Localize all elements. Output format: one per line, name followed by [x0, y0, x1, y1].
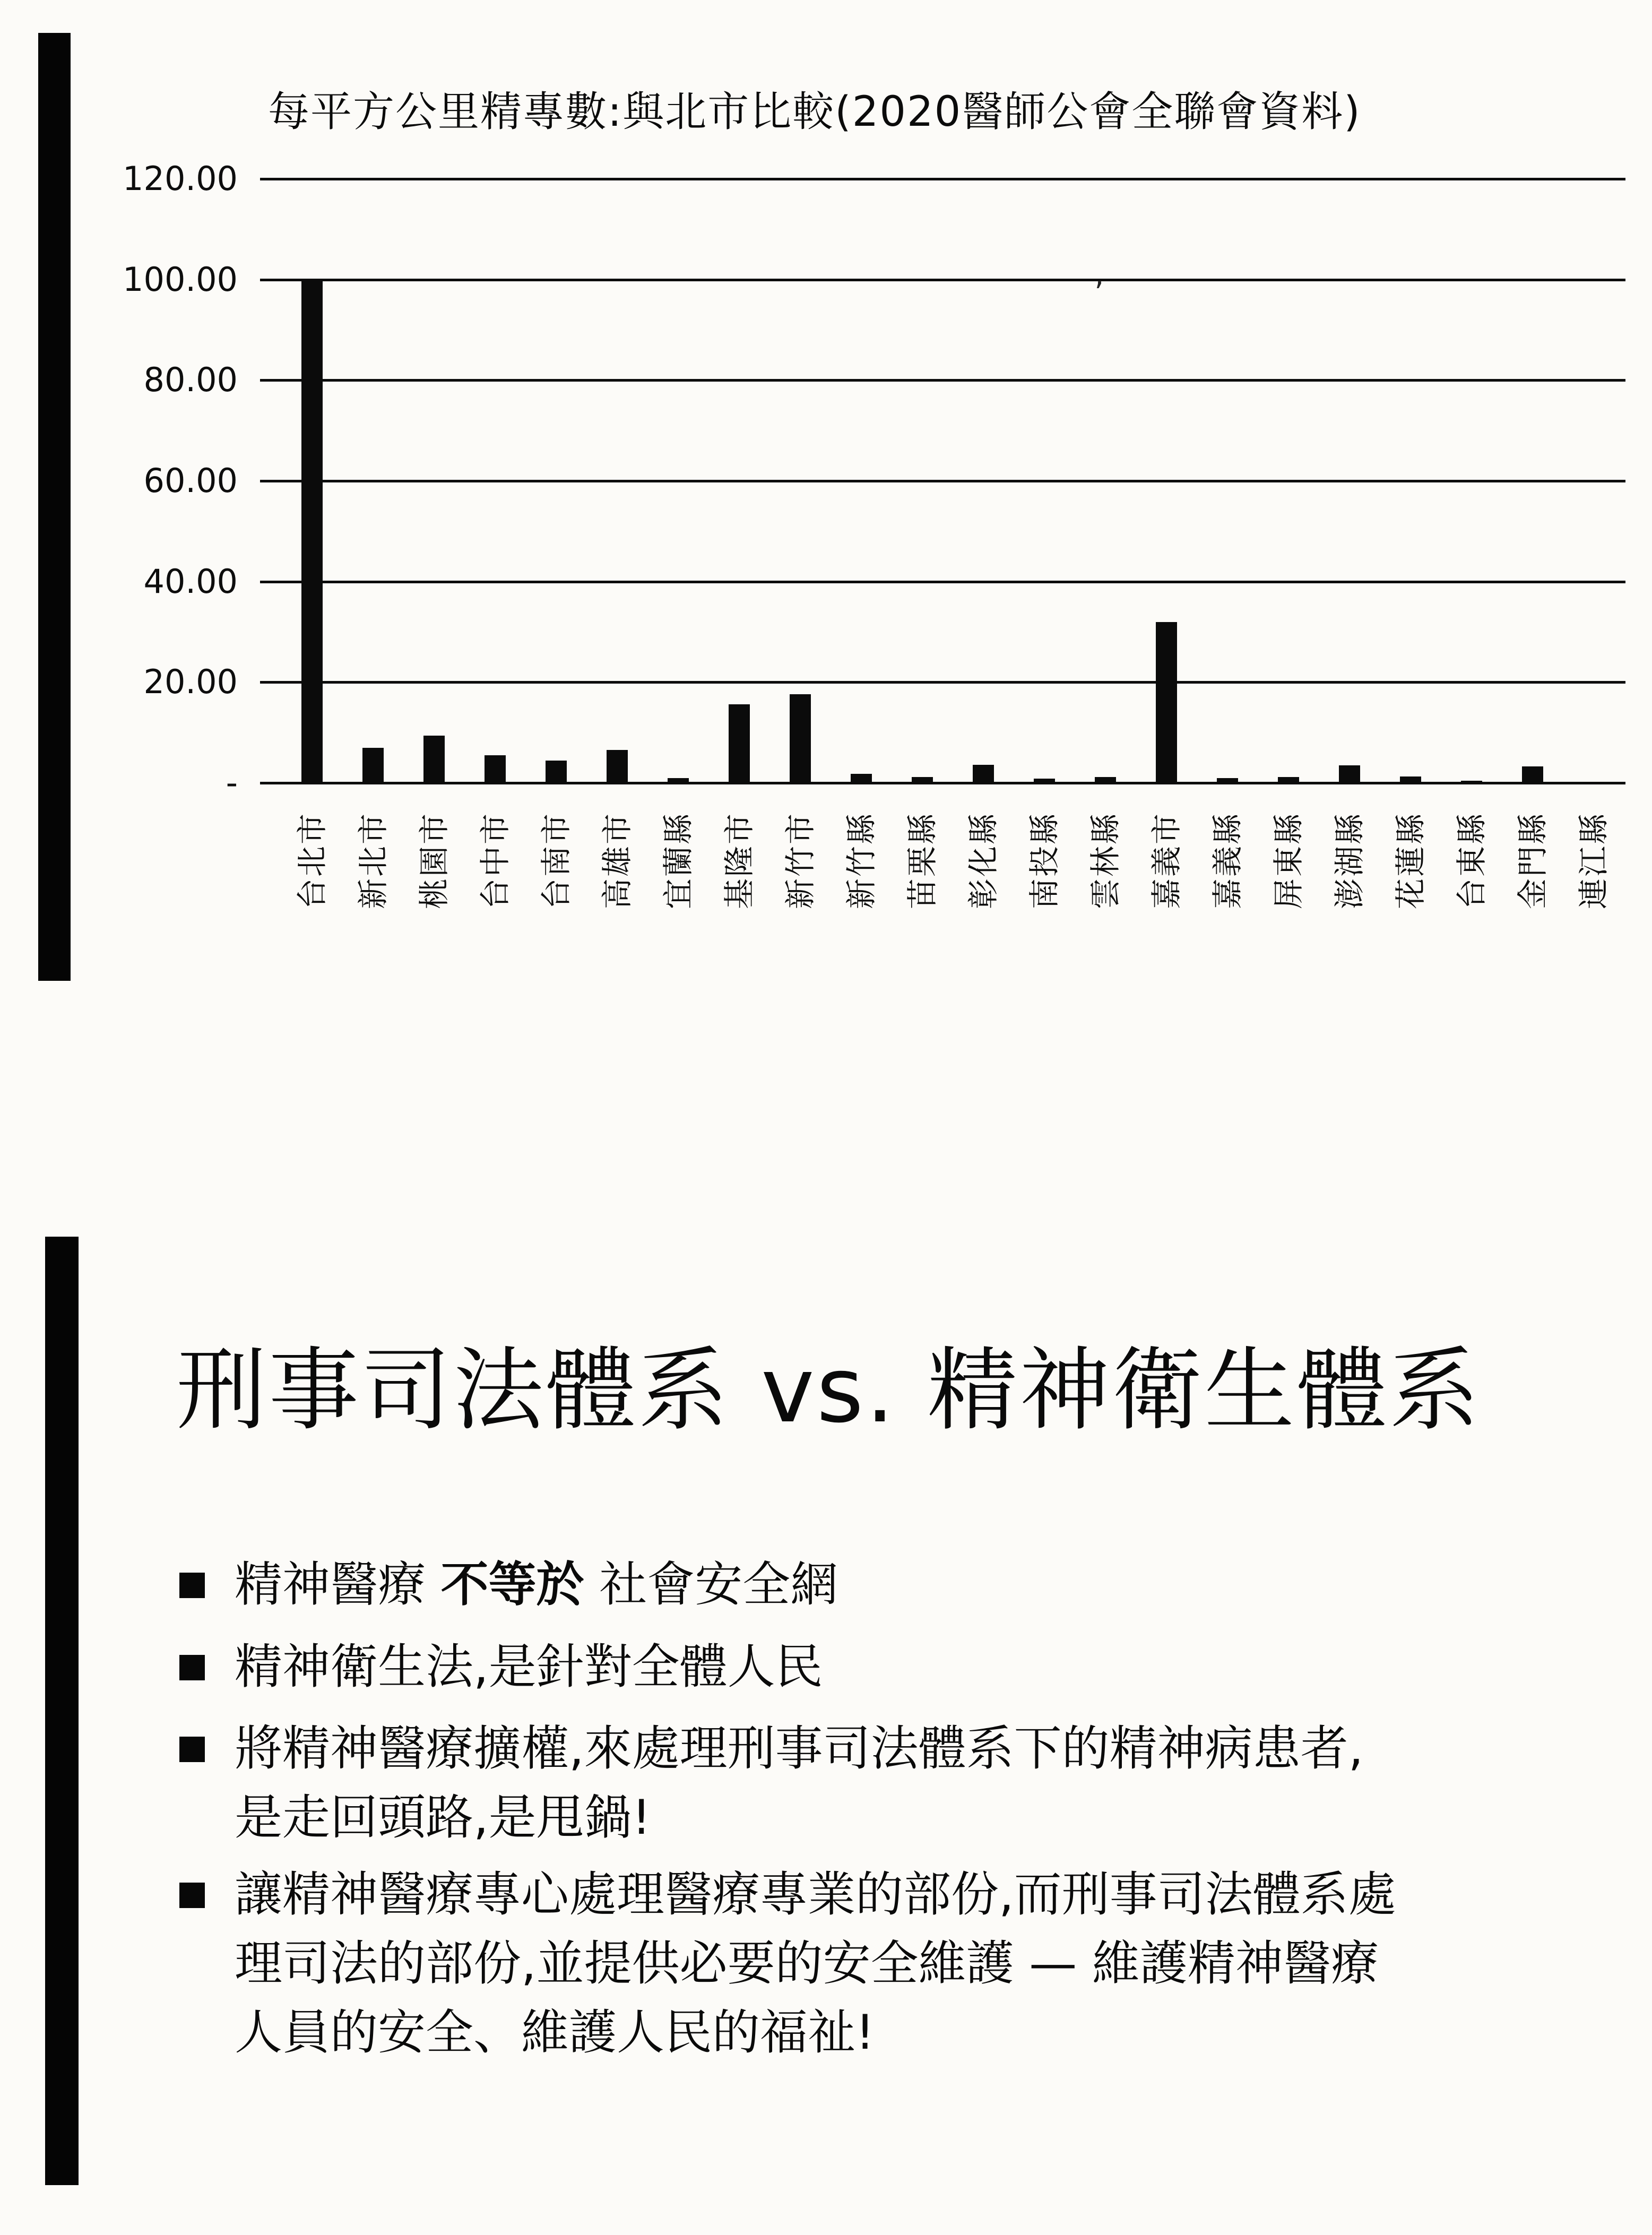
x-axis-category-label: 宜蘭縣 [660, 812, 696, 910]
x-axis-category-label: 花蓮縣 [1392, 812, 1429, 910]
x-axis-category-label: 澎湖縣 [1331, 812, 1368, 910]
y-axis-tick-label: 40.00 [143, 562, 238, 601]
bar [1339, 765, 1360, 783]
slide2-title: 刑事司法體系 vs. 精神衛生體系 [176, 1338, 1482, 1443]
x-axis-category-label: 苗栗縣 [904, 812, 940, 910]
bar [973, 765, 994, 783]
slide1-edge-strip [38, 33, 71, 981]
gridline [260, 480, 1625, 482]
bar [851, 774, 872, 783]
x-axis-category-label: 南投縣 [1026, 812, 1062, 910]
x-axis-category-label: 新竹縣 [843, 812, 879, 910]
x-axis-category-label: 台東縣 [1453, 812, 1490, 910]
bullet-text-line: 精神醫療 不等於 社會安全網 [235, 1557, 838, 1612]
bullet-text [235, 1550, 1576, 1619]
bar [1400, 776, 1421, 783]
bar [1217, 778, 1238, 783]
x-axis-category-label: 台南市 [538, 812, 574, 910]
bullet-item [175, 1714, 1576, 1852]
gridline [260, 279, 1625, 281]
y-axis-tick-label: - [226, 763, 238, 802]
x-axis-category-label: 嘉義縣 [1209, 812, 1246, 910]
x-axis-category-label: 雲林縣 [1087, 812, 1123, 910]
gridline [260, 178, 1625, 180]
bullet-square-icon [179, 1573, 205, 1598]
scan-artifact-mark: ’ [1094, 276, 1104, 310]
bullet-text [235, 1633, 1576, 1702]
bar [912, 777, 933, 783]
bar [607, 750, 628, 783]
bullet-square-icon [179, 1655, 205, 1680]
bar [1583, 782, 1604, 783]
y-axis-tick-label: 120.00 [123, 159, 238, 199]
bar [1156, 622, 1177, 783]
x-axis-category-label: 基隆市 [721, 812, 757, 910]
y-axis-tick-label: 80.00 [143, 360, 238, 400]
x-axis-category-label: 嘉義市 [1148, 812, 1184, 910]
x-axis-category-label: 連江縣 [1575, 812, 1612, 910]
gridline [260, 379, 1625, 382]
bullet-item [175, 1860, 1576, 2067]
x-axis-category-label: 台北市 [293, 812, 330, 910]
bullet-item [175, 1550, 1576, 1619]
y-axis-tick-label: 60.00 [143, 461, 238, 500]
bar [485, 755, 506, 783]
bullet-text [235, 1860, 1576, 2067]
bar [790, 694, 811, 783]
x-axis-category-label: 新北市 [354, 812, 391, 910]
bar [1278, 777, 1299, 783]
bar [668, 778, 689, 783]
bullet-text-line: 讓精神醫療專心處理醫療專業的部份,而刑事司法體系處 [235, 1867, 1396, 1922]
x-axis-category-label: 台中市 [477, 812, 513, 910]
x-axis-category-label: 屏東縣 [1270, 812, 1307, 910]
x-axis-category-label: 彰化縣 [965, 812, 1001, 910]
slide2-edge-strip [45, 1237, 79, 2185]
bar [1034, 779, 1055, 783]
bar [546, 761, 567, 783]
gridline [260, 581, 1625, 583]
bar [1095, 777, 1116, 783]
bar [1461, 781, 1482, 783]
bar [1522, 766, 1543, 783]
bullet-text-line: 理司法的部份,並提供必要的安全維護 — 維護精神醫療 [235, 1936, 1379, 1991]
bullet-text-line: 將精神醫療擴權,來處理刑事司法體系下的精神病患者, [235, 1721, 1364, 1776]
bullet-text-line: 精神衛生法,是針對全體人民 [235, 1639, 823, 1695]
bullet-square-icon [179, 1737, 205, 1762]
x-axis-category-label: 金門縣 [1514, 812, 1551, 910]
y-axis-tick-label: 100.00 [123, 260, 238, 299]
y-axis-tick-label: 20.00 [143, 662, 238, 702]
bar [729, 704, 750, 783]
bullet-text-line: 是走回頭路,是甩鍋! [235, 1790, 651, 1845]
gridline [260, 681, 1625, 684]
x-axis-category-label: 高雄市 [599, 812, 635, 910]
bullet-square-icon [179, 1883, 205, 1908]
bullet-text [235, 1714, 1576, 1852]
x-axis-category-label: 新竹市 [782, 812, 818, 910]
bullet-item [175, 1633, 1576, 1702]
bar [362, 748, 384, 783]
bullet-text-line: 人員的安全、維護人民的福祉! [235, 2005, 875, 2060]
bar [423, 736, 445, 783]
x-axis-category-label: 桃園市 [416, 812, 452, 910]
chart-title: 每平方公里精專數:與北市比較(2020醫師公會全聯會資料) [268, 88, 1361, 136]
bar [301, 280, 323, 783]
